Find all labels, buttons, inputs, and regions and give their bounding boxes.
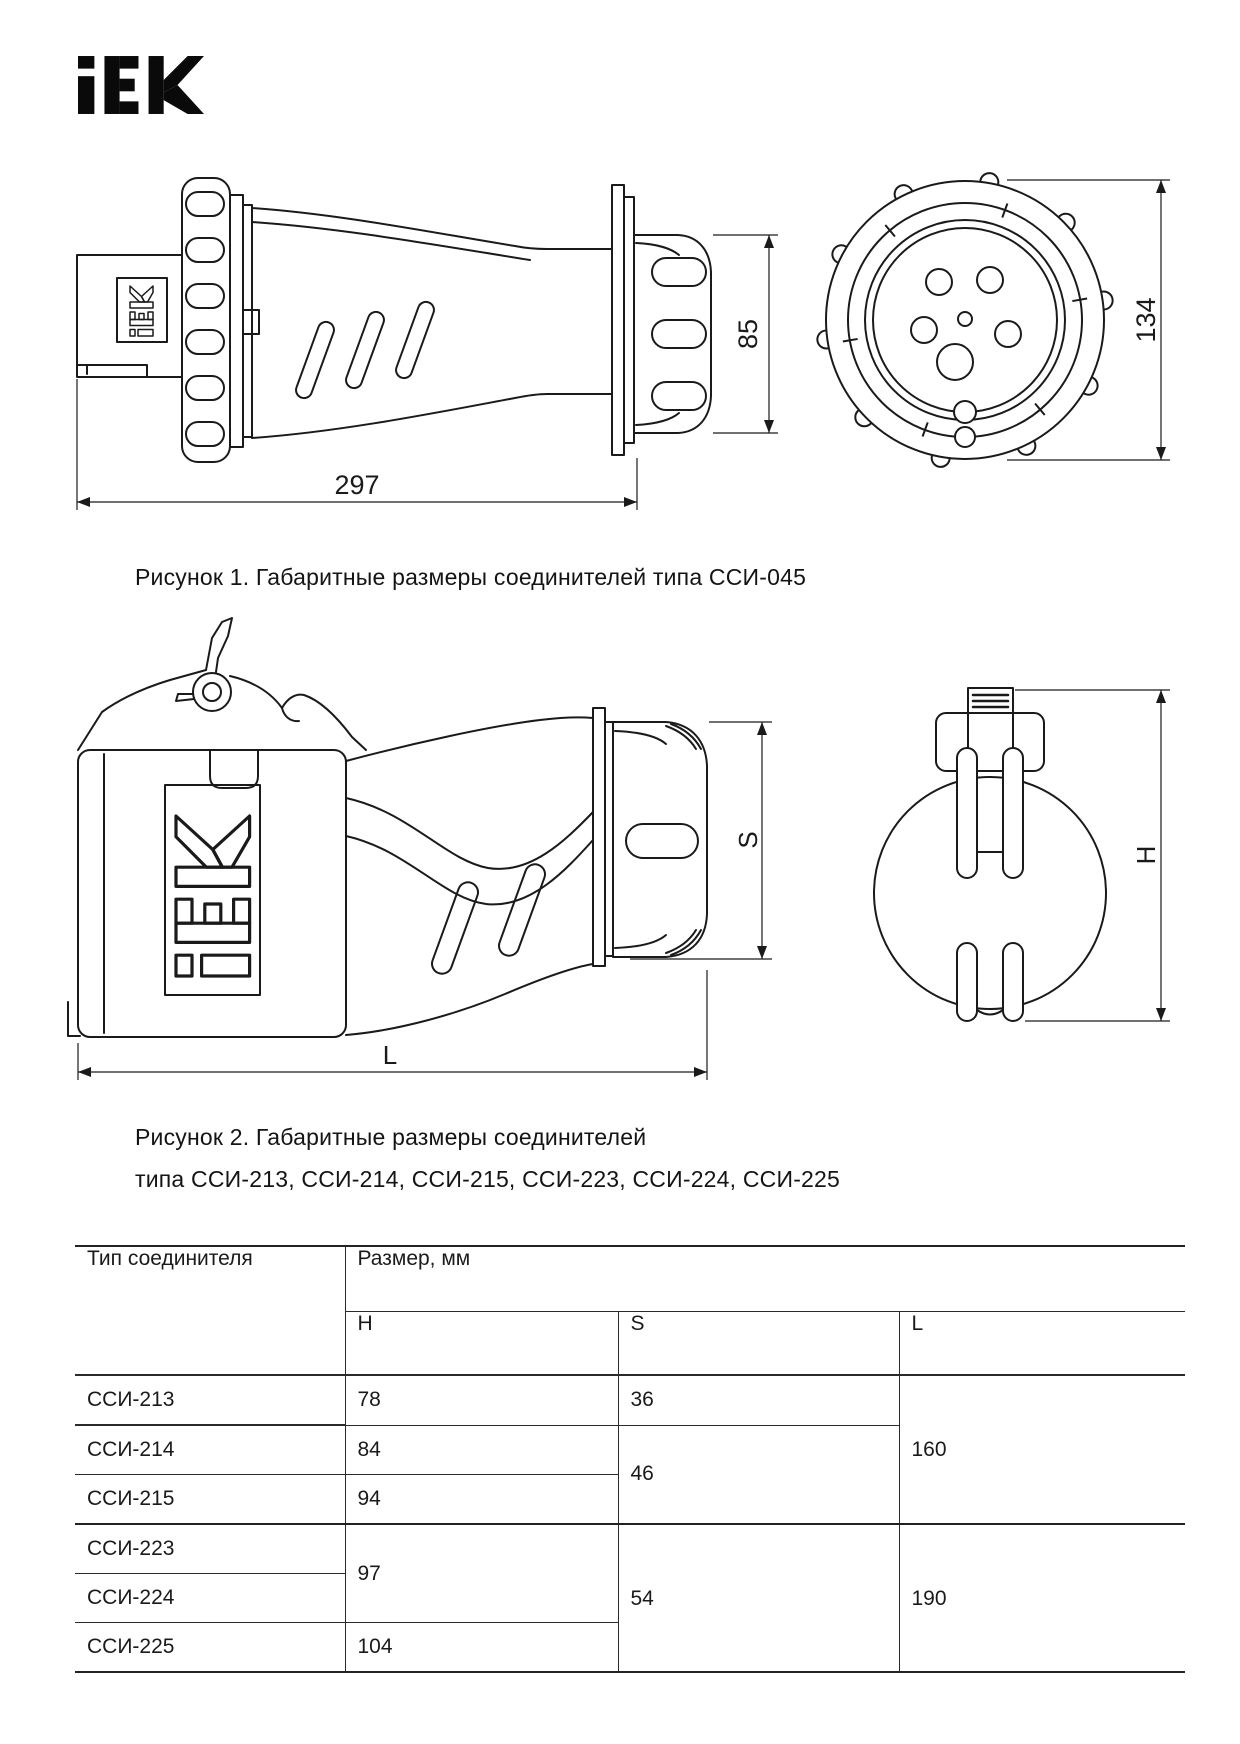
figure2-caption	[135, 1116, 1135, 1200]
cell-s: 54	[618, 1524, 899, 1672]
cell-l: 160	[899, 1375, 1185, 1524]
cell-type: ССИ-213	[75, 1375, 345, 1425]
header-col-l: L	[899, 1312, 1185, 1376]
cell-type: ССИ-215	[75, 1475, 345, 1525]
header-size: Размер, мм	[345, 1246, 1185, 1312]
figure2-drawing	[60, 598, 1200, 1098]
header-col-s: S	[618, 1312, 899, 1376]
socket-rear-view	[874, 688, 1106, 1021]
header-col-h: H	[345, 1312, 618, 1376]
figure1-caption	[135, 556, 1035, 598]
cell-h: 78	[345, 1375, 618, 1425]
dim-134: 134	[1131, 297, 1161, 343]
cell-type: ССИ-225	[75, 1623, 345, 1673]
plug-side-view	[77, 178, 711, 462]
table-row	[75, 1524, 1185, 1574]
dimensions-table-wrap	[75, 1245, 1185, 1673]
cell-h: 104	[345, 1623, 618, 1673]
dim-s-label: S	[733, 831, 763, 849]
figure2-caption-line2: типа ССИ-213, ССИ-214, ССИ-215, ССИ-223, ССИ-224, ССИ-225	[135, 1166, 841, 1192]
plug-face-view	[816, 172, 1114, 469]
dim-297: 297	[334, 470, 380, 500]
cell-h: 84	[345, 1425, 618, 1475]
dimensions-table	[75, 1245, 1185, 1673]
figure1-caption-text: Рисунок 1. Габаритные размеры соединителей типа ССИ-045	[135, 564, 807, 590]
dim-85: 85	[733, 318, 763, 350]
cell-s: 36	[618, 1375, 899, 1425]
cell-type: ССИ-214	[75, 1425, 345, 1475]
header-type: Тип соединителя	[75, 1246, 345, 1375]
dim-h-label: H	[1131, 845, 1161, 865]
table-row	[75, 1375, 1185, 1425]
iek-logo	[78, 56, 204, 114]
cell-type: ССИ-224	[75, 1574, 345, 1623]
cell-l: 190	[899, 1524, 1185, 1672]
socket-side-view	[68, 618, 707, 1037]
figure2-caption-line1: Рисунок 2. Габаритные размеры соединителей	[135, 1124, 647, 1150]
cell-s: 46	[618, 1425, 899, 1524]
figure1-drawing	[60, 148, 1200, 520]
cell-h: 97	[345, 1524, 618, 1623]
dim-l-label: L	[382, 1040, 398, 1070]
cell-h: 94	[345, 1475, 618, 1525]
cell-type: ССИ-223	[75, 1524, 345, 1574]
